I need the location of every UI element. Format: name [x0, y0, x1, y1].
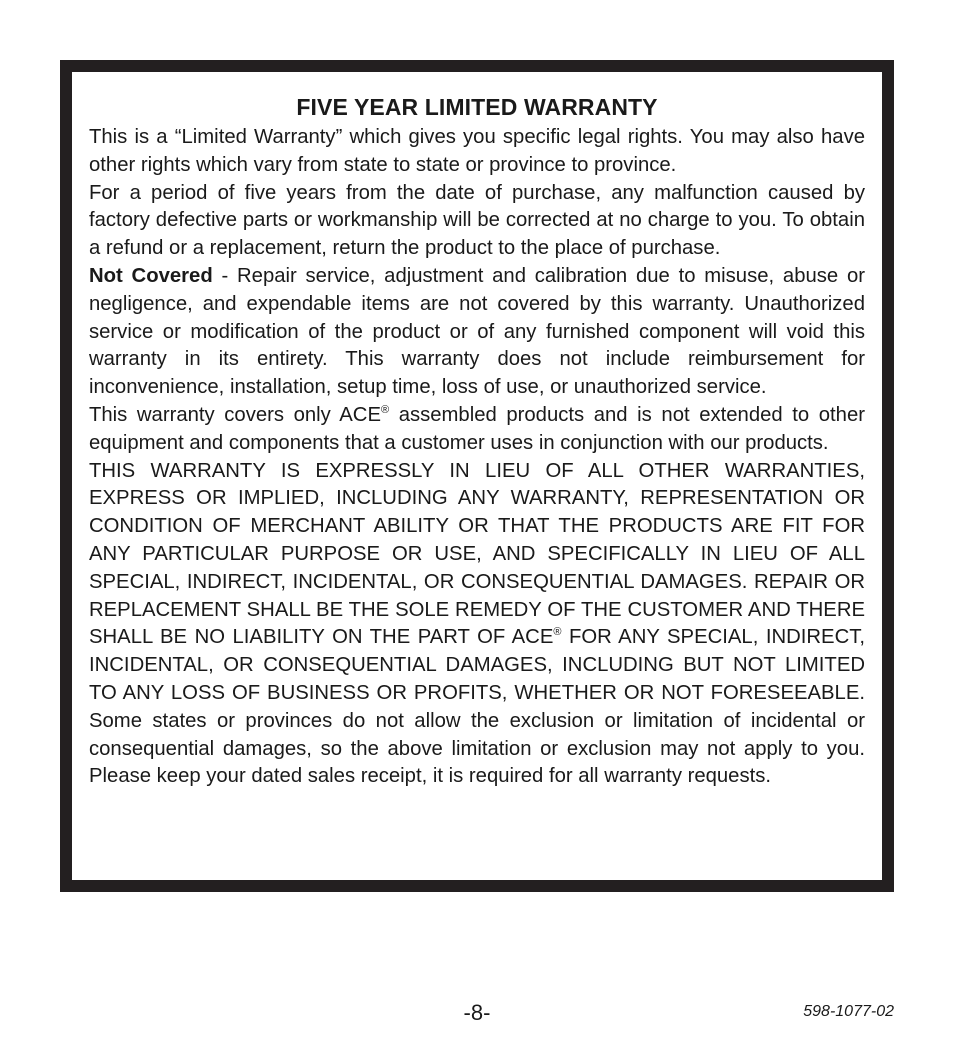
warranty-paragraph-scope	[89, 402, 865, 458]
document-code: 598-1077-02	[803, 1003, 894, 1020]
warranty-paragraph-not-covered	[89, 263, 865, 402]
not-covered-label: Not Covered	[89, 264, 213, 287]
warranty-box-outer-border	[60, 60, 894, 892]
registered-mark: ®	[553, 626, 562, 639]
warranty-paragraph-disclaimer	[89, 458, 865, 792]
scope-text-end: assembled products and is not extended to other equipment and components that a customer uses in conjunction with our products.	[89, 403, 865, 454]
scope-text-start: This warranty covers only ACE	[89, 403, 381, 426]
disclaimer-text-start: THIS WARRANTY IS EXPRESSLY IN LIEU OF ALL OTHER WARRANTIES, EXPRESS OR IMPLIED, INCLUDING ANY WARRANTY, REPRESENTATION OR CONDITION OF MERCHANT ABILITY OR THAT THE PRODUCTS ARE FIT FOR ANY PARTICULAR PURPOSE OR USE, AND SPECIFICALLY IN LIEU OF ALL SPECIAL, INDIRECT, INCIDENTAL, OR CONSEQUENTIAL DAMAGES. REPAIR OR REPLACEMENT SHALL BE THE SOLE REMEDY OF THE CUSTOMER AND THERE SHALL BE NO LIABILITY ON THE PART OF ACE	[89, 459, 865, 649]
not-covered-text: - Repair service, adjustment and calibration due to misuse, abuse or negligence, and expendable items are not covered by this warranty. Unauthorized service or modification of the product or of any furnished component will void this warranty in its entirety. This warranty does not include reimbursement for inconvenience, installation, setup time, loss of use, or unauthorized service.	[89, 264, 865, 399]
warranty-title: FIVE YEAR LIMITED WARRANTY	[296, 94, 658, 120]
warranty-box	[70, 70, 884, 882]
disclaimer-text-end: FOR ANY SPECIAL, INDIRECT, INCIDENTAL, OR CONSEQUENTIAL DAMAGES, INCLUDING BUT NOT LIMITED TO ANY LOSS OF BUSINESS OR PROFITS, WHETHER OR NOT FORESEEABLE. Some states or provinces do not allow the exclusion or limitation of incidental or consequential damages, so the above limitation or exclusion may not apply to you. Please keep your dated sales receipt, it is required for all warranty requests.	[89, 626, 865, 788]
page-number: -8-	[463, 1000, 491, 1025]
warranty-paragraph-rights: This is a “Limited Warranty” which gives you specific legal rights. You may also have other rights which vary from state to state or province to province.	[89, 126, 865, 176]
warranty-paragraph-coverage: For a period of five years from the date of purchase, any malfunction caused by factory defective parts or workmanship will be corrected at no charge to you. To obtain a refund or a replacement, return the product to the place of purchase.	[89, 181, 865, 260]
registered-mark: ®	[380, 404, 390, 417]
